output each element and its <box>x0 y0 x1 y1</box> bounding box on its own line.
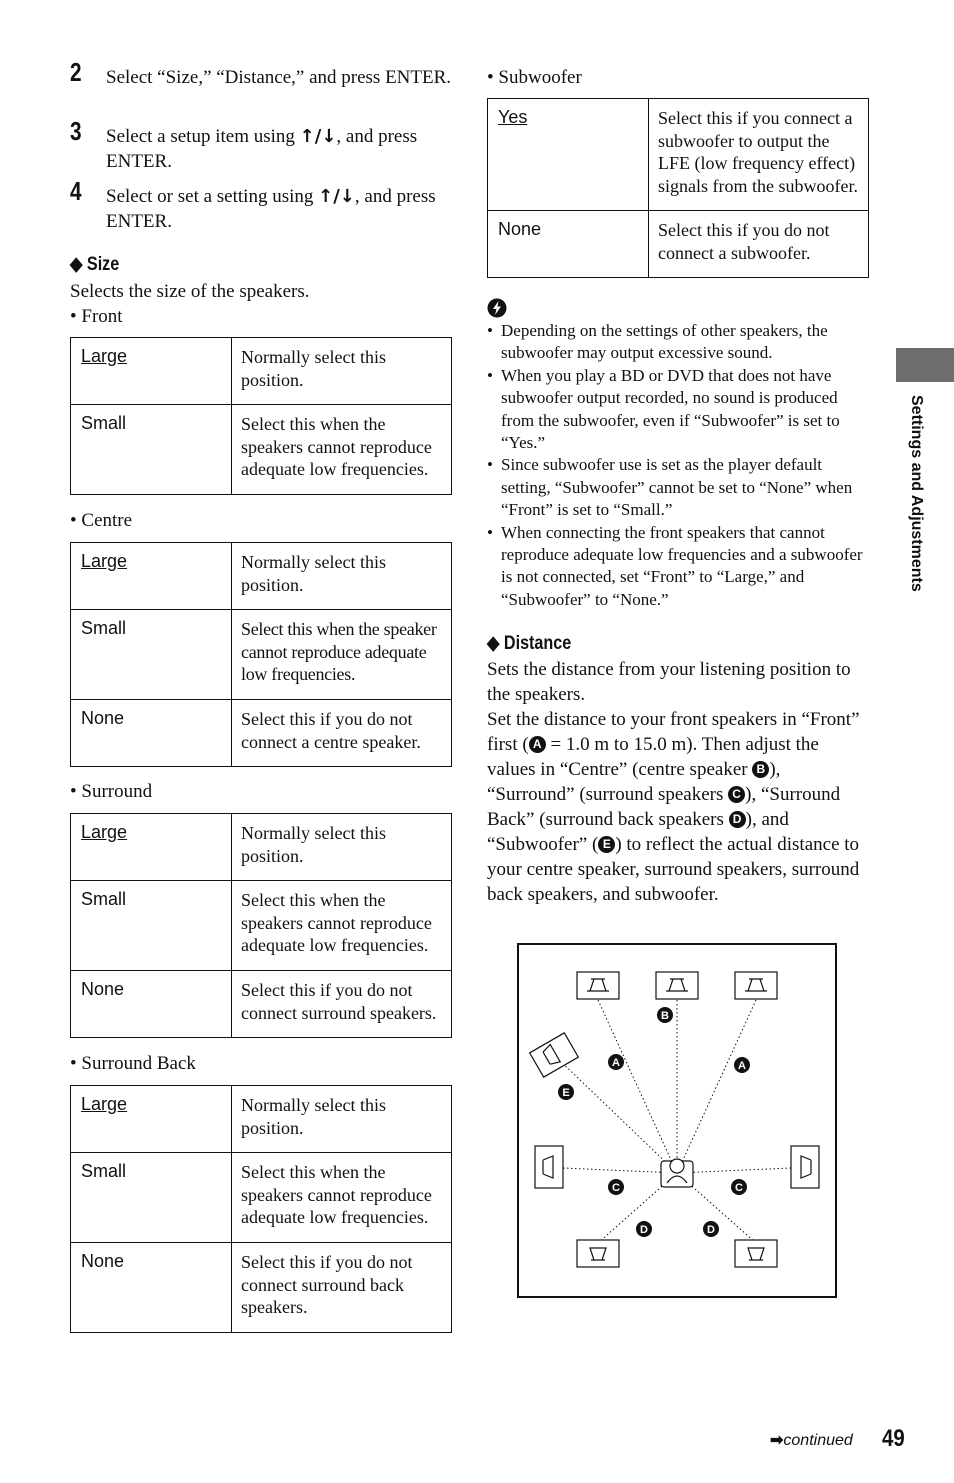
label-d-icon <box>703 1221 719 1237</box>
label-a-icon <box>608 1054 624 1070</box>
option-key: None <box>71 1243 232 1333</box>
page-number: 49 <box>882 1425 905 1452</box>
hint-item: • Since subwoofer use is set as the player default setting, “Subwoofer” cannot be set to “None” when “Front” is set to “Small.” <box>487 454 867 521</box>
table-row <box>71 700 452 767</box>
svg-text:E: E <box>562 1087 570 1099</box>
option-key: Yes <box>488 99 649 211</box>
label-c-icon: C <box>728 786 745 803</box>
table-row <box>71 1153 452 1243</box>
option-desc: Select this if you connect a subwoofer to output the LFE (low frequency effect) signals from the subwoofer. <box>649 99 869 211</box>
surround-right-speaker-icon <box>791 1146 819 1188</box>
option-key: Small <box>71 610 232 700</box>
option-key: Small <box>71 405 232 495</box>
front-left-speaker-icon <box>577 972 619 999</box>
label-a-icon <box>734 1057 750 1073</box>
table-row <box>71 405 452 495</box>
option-key: Large <box>71 338 232 405</box>
table-row <box>71 814 452 881</box>
step-number: 2 <box>70 57 82 87</box>
step-text <box>106 124 456 174</box>
surround-back-table <box>70 1085 452 1333</box>
step-text-pre: Select a setup item using <box>106 126 300 147</box>
distance-heading-text: Distance <box>503 633 572 654</box>
step-text-post: , and press ENTER. <box>106 126 418 172</box>
distance-heading <box>487 632 571 655</box>
surround-back-left-speaker-icon <box>577 1240 619 1267</box>
size-heading-text: Size <box>86 254 120 275</box>
label-b-icon: B <box>752 761 769 778</box>
table-row <box>71 543 452 610</box>
step-text-pre: Select or set a setting using <box>106 186 319 207</box>
front-table <box>70 337 452 495</box>
svg-text:C: C <box>735 1182 743 1194</box>
option-key: Small <box>71 881 232 971</box>
option-desc: Normally select this position. <box>232 814 452 881</box>
option-key: None <box>488 211 649 278</box>
continued-note: ➡continued <box>770 1432 853 1449</box>
svg-text:C: C <box>612 1182 620 1194</box>
svg-text:B: B <box>661 1010 669 1022</box>
front-label: • Front <box>70 306 123 327</box>
option-desc: Normally select this position. <box>232 543 452 610</box>
label-e-icon: E <box>598 836 615 853</box>
label-a-icon: A <box>529 736 546 753</box>
step-text-post: , and press ENTER. <box>106 186 436 232</box>
option-desc: Select this if you do not connect surround speakers. <box>232 971 452 1038</box>
svg-text:A: A <box>738 1060 746 1072</box>
hint-list <box>487 320 867 611</box>
label-b-icon <box>657 1007 673 1023</box>
centre-label: • Centre <box>70 510 133 531</box>
table-row <box>488 211 869 278</box>
distance-description: Sets the distance from your listening position to the speakers. <box>487 659 851 705</box>
surround-back-label: • Surround Back <box>70 1053 196 1074</box>
label-e-icon <box>558 1084 574 1100</box>
step-number: 3 <box>70 116 82 146</box>
label-c-icon <box>608 1179 624 1195</box>
surround-back-right-speaker-icon <box>735 1240 777 1267</box>
size-heading <box>70 253 119 276</box>
speaker-layout-diagram <box>517 943 837 1298</box>
diamond-icon: ◆ <box>70 254 83 275</box>
option-key: Small <box>71 1153 232 1243</box>
centre-speaker-icon <box>656 972 698 999</box>
hint-item: • When you play a BD or DVD that does not have subwoofer output recorded, no sound is produced from the subwoofer, even if “Subwoofer” is set to “Yes.” <box>487 365 867 455</box>
option-desc: Select this if you do not connect a centre speaker. <box>232 700 452 767</box>
surround-label: • Surround <box>70 781 153 802</box>
svg-text:D: D <box>707 1224 715 1236</box>
table-row <box>71 881 452 971</box>
option-desc: Select this if you do not connect surround back speakers. <box>232 1243 452 1333</box>
distance-instructions: Set the distance to your front speakers in “Front” first ( A = 1.0 m to 15.0 m). Then adjust the values in “Centre” (centre speaker B ), “Surround” (surround speakers C ), “Surround Back” (surround back speakers D ), and “Subwoofer” ( E ) to reflect the actual distance to your centre speaker, surround speakers, surround back speakers, and subwoofer. <box>487 709 860 905</box>
option-key: None <box>71 700 232 767</box>
hint-item: • Depending on the settings of other speakers, the subwoofer may output excessive sound. <box>487 320 867 365</box>
label-c-icon <box>731 1179 747 1195</box>
subwoofer-table <box>487 98 869 278</box>
table-row <box>488 99 869 211</box>
option-desc: Normally select this position. <box>232 338 452 405</box>
step-text: Select “Size,” “Distance,” and press ENTER. <box>106 67 452 88</box>
option-desc: Select this if you do not connect a subwoofer. <box>649 211 869 278</box>
option-desc: Select this when the speaker cannot reproduce adequate low frequencies. <box>232 610 452 700</box>
up-down-arrow-icon: ↑/↓ <box>318 186 355 207</box>
up-down-arrow-icon: ↑/↓ <box>299 126 337 147</box>
front-right-speaker-icon <box>735 972 777 999</box>
section-tab-marker <box>896 348 954 382</box>
svg-text:D: D <box>640 1224 648 1236</box>
option-desc: Normally select this position. <box>232 1086 452 1153</box>
diamond-icon: ◆ <box>487 633 500 654</box>
table-row <box>71 1243 452 1333</box>
table-row <box>71 338 452 405</box>
listener-icon <box>661 1159 693 1187</box>
table-row <box>71 971 452 1038</box>
option-desc: Select this when the speakers cannot reproduce adequate low frequencies. <box>232 405 452 495</box>
centre-table <box>70 542 452 767</box>
surround-table <box>70 813 452 1038</box>
option-desc: Select this when the speakers cannot reproduce adequate low frequencies. <box>232 881 452 971</box>
hint-item: • When connecting the front speakers that cannot reproduce adequate low frequencies and a subwoofer is not connected, set “Front” to “Large,” and “Subwoofer” to “None.” <box>487 522 867 612</box>
svg-text:A: A <box>612 1057 620 1069</box>
table-row <box>71 610 452 700</box>
arrow-right-icon: ➡ <box>770 1432 784 1449</box>
option-key: Large <box>71 1086 232 1153</box>
size-description: Selects the size of the speakers. <box>70 281 310 302</box>
label-d-icon <box>636 1221 652 1237</box>
label-d-icon: D <box>729 811 746 828</box>
subwoofer-label: • Subwoofer <box>487 67 582 88</box>
option-key: Large <box>71 543 232 610</box>
option-key: None <box>71 971 232 1038</box>
step-number: 4 <box>70 176 82 206</box>
table-row <box>71 1086 452 1153</box>
option-key: Large <box>71 814 232 881</box>
section-side-label: Settings and Adjustments <box>908 395 925 592</box>
hint-icon <box>487 298 507 318</box>
surround-left-speaker-icon <box>535 1146 563 1188</box>
step-text <box>106 184 456 234</box>
option-desc: Select this when the speakers cannot reproduce adequate low frequencies. <box>232 1153 452 1243</box>
